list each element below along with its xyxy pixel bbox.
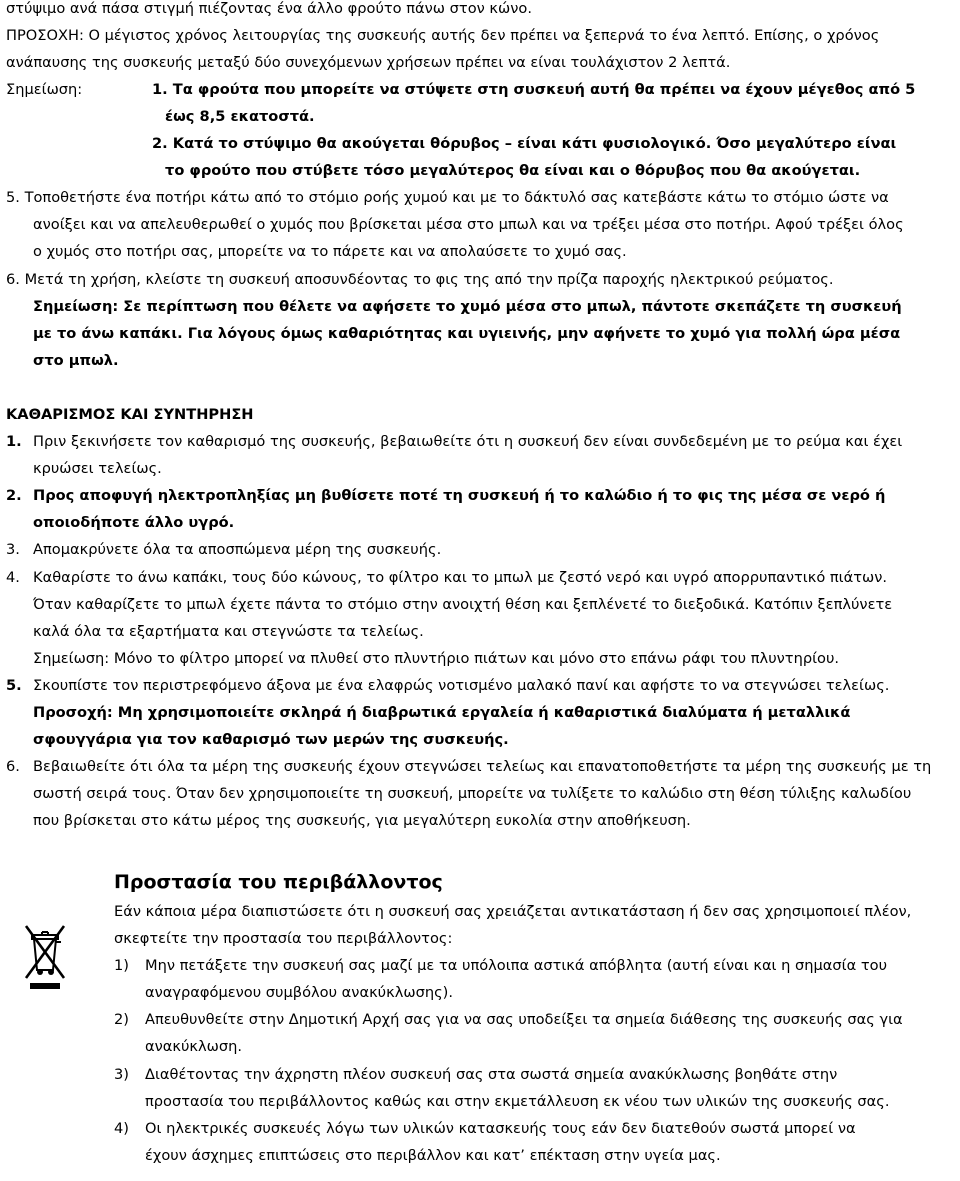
cleaning-item-2: Προς αποφυγή ηλεκτροπληξίας μη βυθίσετε ποτέ τη συσκευή ή το καλώδιο ή το φις της μέσα σε νερό ή <box>33 487 886 504</box>
weee-crossed-bin-icon <box>20 920 70 992</box>
cleaning-item-6: Βεβαιωθείτε ότι όλα τα μέρη της συσκευής έχουν στεγνώσει τελείως και επανατοποθετήστε τα μέρη της συσκευής με τη <box>33 758 932 775</box>
cleaning-item-1: Πριν ξεκινήσετε τον καθαρισμό της συσκευής, βεβαιωθείτε ότι η συσκευή δεν είναι συνδεδεμένη με το ρεύμα και έχει <box>33 433 903 450</box>
environment-intro: Εάν κάποια μέρα διαπιστώσετε ότι η συσκευή σας χρειάζεται αντικατάσταση ή δεν σας χρησιμοποιεί πλέον, <box>114 903 912 920</box>
step-5-line: 5. Τοποθετήστε ένα ποτήρι κάτω από το στόμιο ροής χυμού και με το δάκτυλό σας κατεβάστε κάτω το στόμιο ώστε να <box>6 189 889 206</box>
environment-item-1: Μην πετάξετε την συσκευή σας μαζί με τα υπόλοιπα αστικά απόβλητα (αυτή είναι και η σημασία του <box>145 957 888 974</box>
cleaning-item-5-warning: Προσοχή: Μη χρησιμοποιείτε σκληρά ή διαβρωτικά εργαλεία ή καθαριστικά διαλύματα ή μεταλλικά <box>33 704 851 721</box>
cleaning-item-1-cont: κρυώσει τελείως. <box>33 460 162 477</box>
note-bold-line: με το άνω καπάκι. Για λόγους όμως καθαριότητας και υγιεινής, μην αφήνετε το χυμό για πολλή ώρα μέσα <box>33 325 901 342</box>
caution-line: ΠΡΟΣΟΧΗ: Ο μέγιστος χρόνος λειτουργίας της συσκευής αυτής δεν πρέπει να ξεπερνά το ένα λεπτό. Επίσης, ο χρόνος <box>6 27 880 44</box>
cleaning-item-3: Απομακρύνετε όλα τα αποσπώμενα μέρη της συσκευής. <box>33 541 442 558</box>
list-number: 2. <box>6 487 22 504</box>
step-6-line: 6. Μετά τη χρήση, κλείστε τη συσκευή αποσυνδέοντας το φις της από την πρίζα παροχής ηλεκτρικού ρεύματος. <box>6 271 834 288</box>
list-number: 3. <box>6 541 20 558</box>
list-number: 1) <box>114 957 129 974</box>
environment-item-2: Απευθυνθείτε στην Δημοτική Αρχή σας για να σας υποδείξει τα σημεία διάθεσης της συσκευής σας για <box>145 1011 903 1028</box>
list-number: 6. <box>6 758 20 775</box>
cleaning-item-6-cont: σωστή σειρά τους. Όταν δεν χρησιμοποιείτε τη συσκευή, μπορείτε να τυλίξετε το καλώδιο στη θέση τύλιξης καλωδίου <box>33 785 912 802</box>
environment-intro: σκεφτείτε την προστασία του περιβάλλοντος: <box>114 930 453 947</box>
environment-heading: Προστασία του περιβάλλοντος <box>114 871 443 893</box>
cleaning-heading: ΚΑΘΑΡΙΣΜΟΣ ΚΑΙ ΣΥΝΤΗΡΗΣΗ <box>6 406 254 423</box>
list-number: 4. <box>6 569 20 586</box>
note-item-2-cont: το φρούτο που στύβετε τόσο μεγαλύτερος θα είναι και ο θόρυβος που θα ακούγεται. <box>165 162 861 179</box>
cleaning-item-5: Σκουπίστε τον περιστρεφόμενο άξονα με ένα ελαφρώς νοτισμένο μαλακό πανί και αφήστε το να στεγνώσει τελείως. <box>33 677 890 694</box>
environment-item-3-cont: προστασία του περιβάλλοντος καθώς και στην εκμετάλλευση εκ νέου των υλικών της συσκευής σας. <box>145 1093 890 1110</box>
note-label: Σημείωση: <box>6 81 83 98</box>
environment-item-2-cont: ανακύκλωση. <box>145 1038 243 1055</box>
environment-item-4: Οι ηλεκτρικές συσκευές λόγω των υλικών κατασκευής τους εάν δεν διατεθούν σωστά μπορεί να <box>145 1120 856 1137</box>
list-number: 4) <box>114 1120 129 1137</box>
list-number: 1. <box>6 433 22 450</box>
environment-item-3: Διαθέτοντας την άχρηστη πλέον συσκευή σας στα σωστά σημεία ανακύκλωσης βοηθάτε στην <box>145 1066 838 1083</box>
step-5-line: ο χυμός στο ποτήρι σας, μπορείτε να το πάρετε και να απολαύσετε το χυμό σας. <box>33 243 627 260</box>
note-item-1-cont: έως 8,5 εκατοστά. <box>165 108 315 125</box>
list-number: 5. <box>6 677 22 694</box>
note-item-1: 1. Τα φρούτα που μπορείτε να στύψετε στη συσκευή αυτή θα πρέπει να έχουν μέγεθος από 5 <box>152 81 916 98</box>
environment-item-1-cont: αναγραφόμενου συμβόλου ανακύκλωσης). <box>145 984 453 1001</box>
caution-line: ανάπαυσης της συσκευής μεταξύ δύο συνεχόμενων χρήσεων πρέπει να είναι τουλάχιστον 2 λεπτά. <box>6 54 731 71</box>
step-5-line: ανοίξει και να απελευθερωθεί ο χυμός που βρίσκεται μέσα στο μπωλ και να τρέξει μέσα στο ποτήρι. Αφού τρέξει όλος <box>33 216 904 233</box>
cleaning-item-4: Καθαρίστε το άνω καπάκι, τους δύο κώνους, το φίλτρο και το μπωλ με ζεστό νερό και υγρό απορρυπαντικό πιάτων. <box>33 569 888 586</box>
cleaning-item-5-warning: σφουγγάρια για τον καθαρισμό των μερών της συσκευής. <box>33 731 509 748</box>
environment-item-4-cont: έχουν άσχημες επιπτώσεις στο περιβάλλον και κατ’ επέκταση στην υγεία μας. <box>145 1147 721 1164</box>
list-number: 2) <box>114 1011 129 1028</box>
note-bold-line: στο μπωλ. <box>33 352 119 369</box>
note-bold-line: Σημείωση: Σε περίπτωση που θέλετε να αφήσετε το χυμό μέσα στο μπωλ, πάντοτε σκεπάζετε τη συσκευή <box>33 298 902 315</box>
list-number: 3) <box>114 1066 129 1083</box>
cleaning-item-4-note: Σημείωση: Μόνο το φίλτρο μπορεί να πλυθεί στο πλυντήριο πιάτων και μόνο στο επάνω ράφι του πλυντηρίου. <box>33 650 840 667</box>
cleaning-item-4-cont: καλά όλα τα εξαρτήματα και στεγνώστε τα τελείως. <box>33 623 424 640</box>
paragraph-line: στύψιμο ανά πάσα στιγμή πιέζοντας ένα άλλο φρούτο πάνω στον κώνο. <box>6 0 532 17</box>
cleaning-item-4-cont: Όταν καθαρίζετε το μπωλ έχετε πάντα το στόμιο στην ανοιχτή θέση και ξεπλένετέ το διεξοδικά. Κατόπιν ξεπλύνετε <box>33 596 893 613</box>
cleaning-item-6-cont: που βρίσκεται στο κάτω μέρος της συσκευής, για μεγαλύτερη ευκολία στην αποθήκευση. <box>33 812 691 829</box>
note-item-2: 2. Κατά το στύψιμο θα ακούγεται θόρυβος – είναι κάτι φυσιολογικό. Όσο μεγαλύτερο είναι <box>152 135 897 152</box>
cleaning-item-2-cont: οποιοδήποτε άλλο υγρό. <box>33 514 235 531</box>
